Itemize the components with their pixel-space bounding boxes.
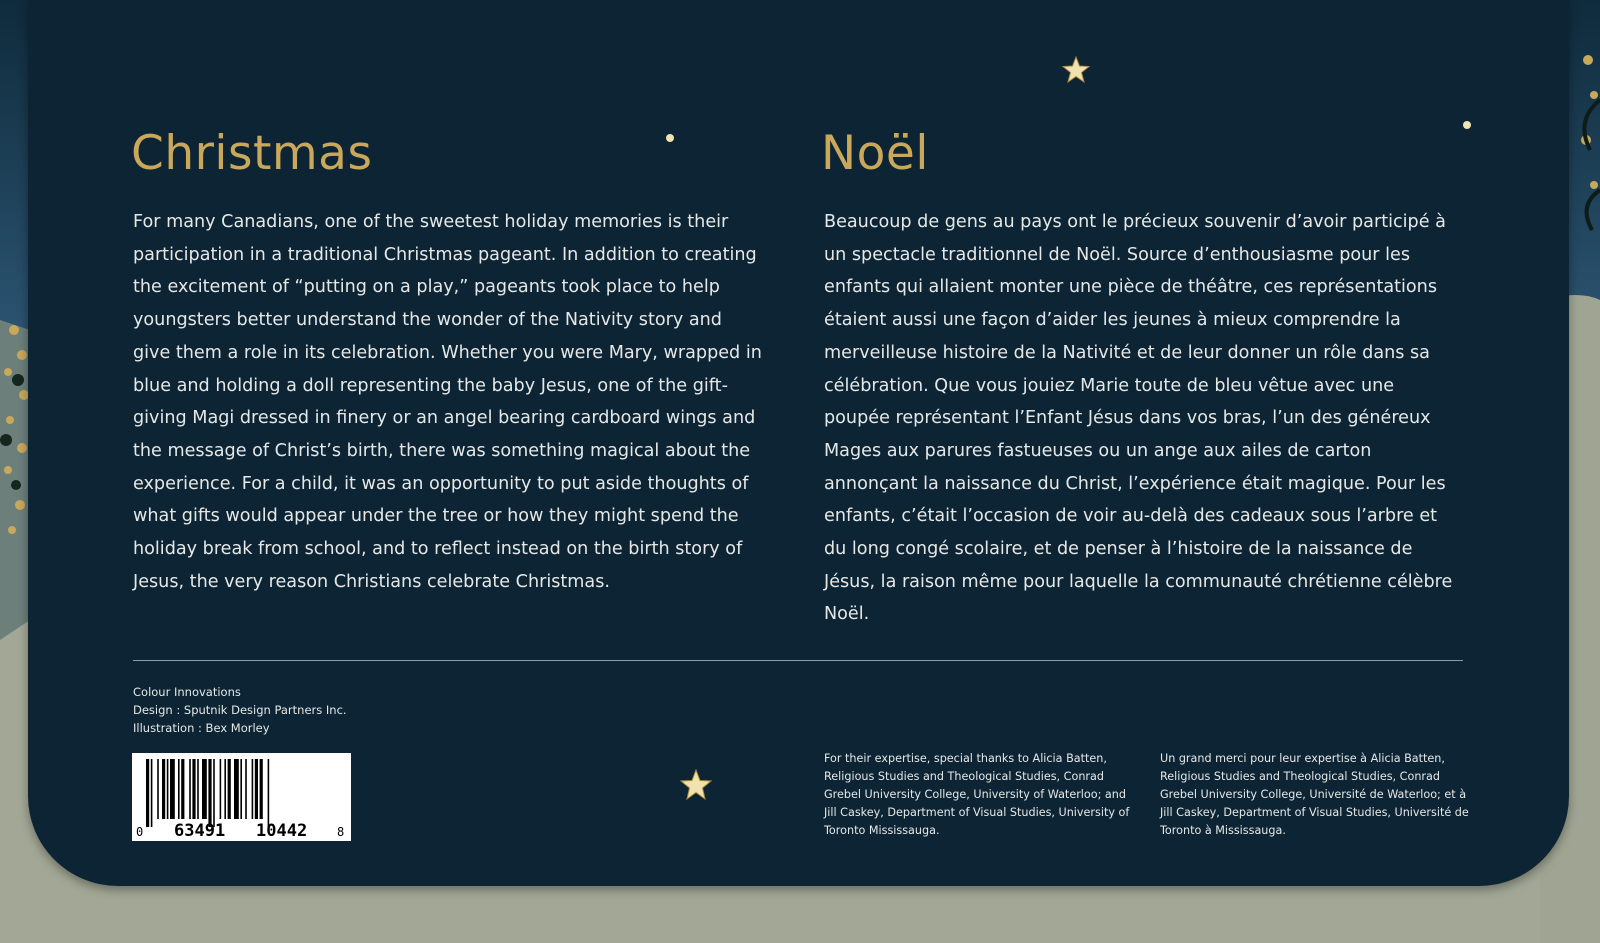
credit-design: Design : Sputnik Design Partners Inc. [133, 703, 347, 717]
credit-printer: Colour Innovations [133, 685, 241, 699]
english-title: Christmas [131, 126, 373, 181]
french-title: Noël [821, 126, 929, 181]
barcode-bar [228, 759, 231, 819]
barcode-bar [260, 759, 263, 819]
credit-illustration: Illustration : Bex Morley [133, 721, 270, 735]
star-icon [679, 768, 713, 802]
barcode-bar [192, 759, 195, 819]
barcode-bar [189, 759, 191, 819]
barcode-bar [202, 759, 207, 819]
barcode [132, 753, 351, 841]
barcode-bar [181, 759, 184, 819]
barcode-right-group: 10442 [256, 821, 308, 841]
barcode-bar [208, 759, 211, 827]
barcode-left-group: 63491 [174, 821, 226, 841]
barcode-bar [162, 759, 165, 819]
divider [133, 660, 1463, 661]
barcode-bar [157, 759, 159, 819]
french-body: Beaucoup de gens au pays ont le précieux souvenir d’avoir participé à un spectacle traditionnel de Noël. Source d’enthousiasme pour les enfants qui allaient monter une pièce de théâtre, ces représentations étaient aussi une façon d’aider les jeunes à mieux comprendre la merveilleuse histoire de la Nativité et de leur donner un rôle dans sa célébration. Que vous jouiez Marie toute de bleu vêtue avec une poupée représentant l’Enfant Jésus dans vos bras, l’un des généreux Mages aux parures fastueuses ou un ange aux ailes de carton annonçant la naissance du Christ, l’expérience était magique. Pour les enfants, c’était l’occasion de voir au-delà des cadeaux sous l’arbre et du long congé scolaire, et de penser à l’histoire de la naissance de Jésus, la raison même pour laquelle la communauté chrétienne célèbre Noël. [824, 212, 1453, 625]
star-dot [666, 134, 674, 142]
barcode-check-digit: 8 [337, 825, 345, 839]
barcode-bar [170, 759, 175, 819]
french-thanks: Un grand merci pour leur expertise à Alicia Batten, Religious Studies and Theological Studies, Conrad Grebel University College, Université de Waterloo; et à Jill Caskey, Department of Visual Studies, Université de Toronto à Mississauga. [1160, 752, 1469, 837]
english-thanks: For their expertise, special thanks to Alicia Batten, Religious Studies and Theological Studies, Conrad Grebel University College, University of Waterloo; and Jill Caskey, Department of Visual Studies, University of Toronto Mississauga. [824, 752, 1130, 837]
barcode-bar [234, 759, 239, 819]
barcode-bar [213, 759, 215, 827]
barcode-bar [220, 759, 222, 819]
english-body: For many Canadians, one of the sweetest holiday memories is their participation in a traditional Christmas pageant. In addition to creating the excitement of “putting on a play,” pageants took place to help youngsters better understand the wonder of the Nativity story and give them a role in its celebration. Whether you were Mary, wrapped in blue and holding a doll representing the baby Jesus, one of the gift-giving Magi dressed in finery or an angel bearing cardboard wings and the message of Christ’s birth, there was something magical about the experience. For a child, it was an opportunity to put aside thoughts of what gifts would appear under the tree or how they might spend the holiday break from school, and to reflect instead on the birth story of Jesus, the very reason Christians celebrate Christmas. [133, 212, 762, 592]
barcode-bar [167, 759, 169, 819]
barcode-bar [255, 759, 258, 819]
barcode-bars [146, 759, 269, 827]
credits [133, 683, 347, 737]
barcode-bar [178, 759, 180, 819]
barcode-bar [146, 759, 149, 827]
barcode-bar [240, 759, 242, 819]
barcode-bar [224, 759, 226, 819]
barcode-bar [197, 759, 199, 819]
star-dot [1463, 121, 1471, 129]
barcode-bar [268, 759, 270, 827]
barcode-bar [245, 759, 247, 819]
star-icon [1061, 55, 1091, 85]
barcode-first-digit: 0 [136, 825, 144, 839]
barcode-bar [252, 759, 254, 819]
barcode-bar [151, 759, 153, 827]
